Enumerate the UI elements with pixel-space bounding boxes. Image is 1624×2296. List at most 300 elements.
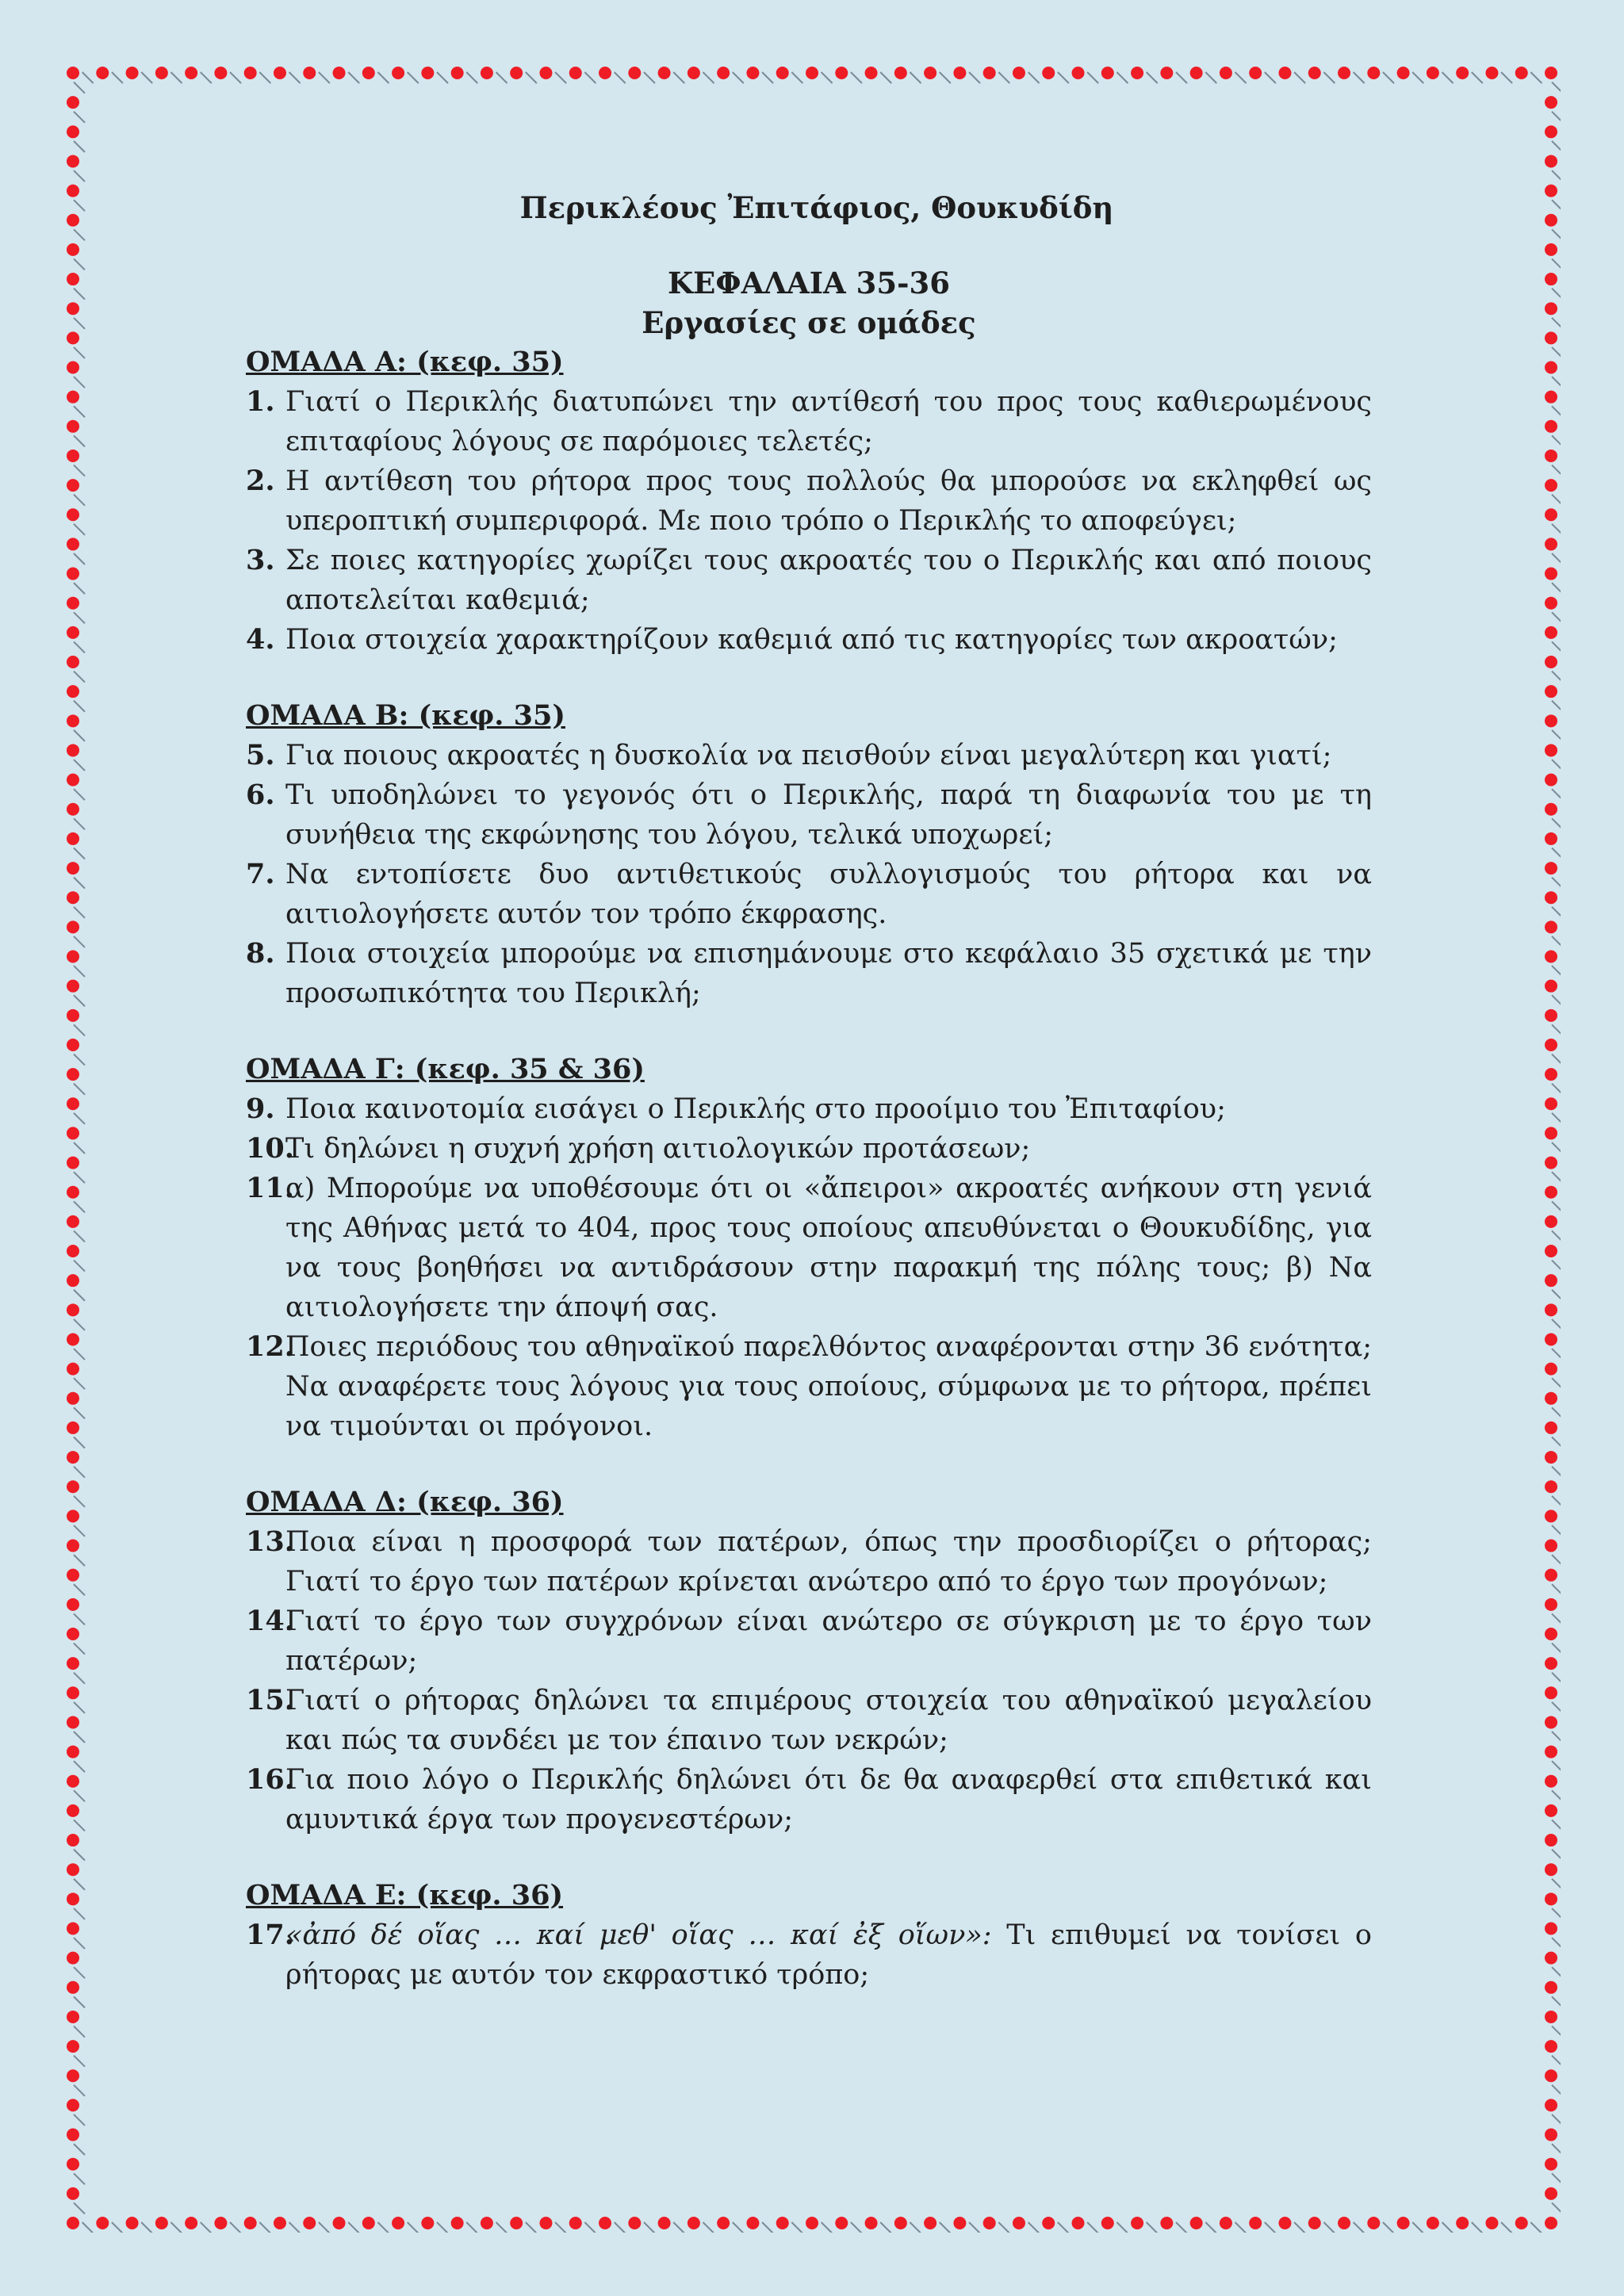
border-dash: [74, 200, 85, 211]
border-dash: [74, 1172, 85, 1183]
border-dot: [67, 302, 79, 315]
border-dash: [74, 1349, 85, 1360]
border-dash: [466, 2222, 477, 2233]
border-dash: [762, 2222, 773, 2233]
border-dot: [1545, 1834, 1557, 1846]
question-text: [285, 1601, 1372, 1681]
question-number: 13.: [246, 1525, 294, 1558]
question-body: Ποια είναι η προσφορά των πατέρων, όπως την προσδιορίζει ο ρήτορας; Γιατί το έργο των πατέρων κρίνεται ανώτερο από το έργο των προγόνων;: [285, 1526, 1372, 1598]
border-dot: [1485, 2217, 1498, 2229]
border-dash: [1552, 1967, 1561, 1978]
border-dash: [1552, 1879, 1561, 1890]
border-dash: [1552, 553, 1561, 564]
border-dash: [74, 641, 85, 652]
border-dash: [74, 672, 85, 683]
border-dash: [74, 583, 85, 594]
border-dash: [1087, 72, 1098, 83]
border-dot: [333, 2217, 346, 2229]
border-dot: [1249, 2217, 1262, 2229]
border-dash: [348, 72, 359, 83]
border-dot: [67, 1392, 79, 1405]
border-dot: [155, 2217, 168, 2229]
border-dash: [74, 1261, 85, 1272]
border-dot: [67, 214, 79, 227]
border-dash: [1552, 1938, 1561, 1949]
border-dot: [67, 1598, 79, 1611]
question-text: [285, 1327, 1372, 1446]
border-dot: [333, 67, 346, 79]
question-item: [246, 1089, 1372, 1129]
border-dot: [67, 479, 79, 492]
border-dot: [599, 2217, 611, 2229]
border-dot: [1545, 2069, 1557, 2082]
border-dash: [74, 1290, 85, 1301]
border-dot: [1545, 1775, 1557, 1788]
border-dash: [289, 72, 301, 83]
border-dash: [74, 936, 85, 947]
question-body: Γιατί το έργο των συγχρόνων είναι ανώτερο σε σύγκριση με το έργο των πατέρων;: [285, 1605, 1372, 1677]
border-dash: [1412, 2222, 1423, 2233]
border-dot: [1545, 1245, 1557, 1257]
border-dot: [67, 362, 79, 374]
border-dot: [1545, 362, 1557, 374]
border-dash: [1354, 72, 1365, 83]
border-dash: [259, 72, 270, 83]
border-dot: [924, 67, 936, 79]
border-dot: [1545, 1068, 1557, 1081]
border-dash: [1552, 1820, 1561, 1831]
border-dash: [1552, 318, 1561, 329]
border-dot: [1545, 331, 1557, 344]
border-dash: [82, 2222, 94, 2233]
border-dash: [1205, 2222, 1216, 2233]
border-dot: [1308, 67, 1321, 79]
border-dash: [1552, 1790, 1561, 1801]
border-dot: [1278, 67, 1291, 79]
border-dash: [230, 72, 241, 83]
border-dash: [1552, 1407, 1561, 1418]
border-dot: [1545, 1215, 1557, 1228]
border-dash: [74, 1201, 85, 1212]
border-dot: [451, 67, 464, 79]
border-dot: [1545, 2158, 1557, 2171]
border-dot: [1545, 1863, 1557, 1876]
question-body: α) Μπορούμε να υποθέσουμε ότι οι «ἄπειροι» ακροατές ανήκουν στη γενιά της Αθήνας μετά το 404, προς τους οποίους απευθύνεται ο Θουκυδίδης, για να τους βοηθήσει να αντιδράσουν στην παρακμή της πόλης τους; β) Να αιτιολογήσετε την άποψή σας.: [285, 1173, 1372, 1323]
border-dash: [74, 1850, 85, 1861]
border-dot: [67, 1628, 79, 1640]
border-dot: [362, 67, 375, 79]
border-dot: [67, 685, 79, 698]
question-number: 10.: [246, 1132, 294, 1165]
border-dot: [67, 1804, 79, 1817]
border-dot: [1545, 862, 1557, 874]
border-dot: [274, 2217, 286, 2229]
border-dash: [1552, 848, 1561, 859]
border-dot: [1545, 1952, 1557, 1965]
border-dot: [1545, 1097, 1557, 1110]
question-number: 9.: [246, 1093, 275, 1125]
border-dot: [1545, 714, 1557, 727]
question-body: Για ποιους ακροατές η δυσκολία να πεισθούν είναι μεγαλύτερη και γιατί;: [285, 740, 1332, 771]
border-dot: [746, 67, 759, 79]
border-dash: [1552, 878, 1561, 889]
border-dash: [74, 612, 85, 623]
group-heading: ΟΜΑΔΑ Δ: (κεφ. 36): [246, 1486, 564, 1518]
border-dot: [1515, 2217, 1528, 2229]
border-dot: [1545, 774, 1557, 786]
border-dash: [74, 1996, 85, 2007]
border-dot: [717, 2217, 730, 2229]
border-dot: [1190, 2217, 1203, 2229]
border-dash: [74, 1879, 85, 1890]
question-item: [246, 1915, 1372, 1995]
border-dash: [791, 72, 802, 83]
border-dot: [96, 67, 109, 79]
question-body: Τι υποδηλώνει το γεγονός ότι ο Περικλής, παρά τη διαφωνία του με τη συνήθεια της εκφώνησης του λόγου, τελικά υποχωρεί;: [285, 779, 1372, 851]
question-text: [285, 1681, 1372, 1760]
border-dot: [67, 1922, 79, 1934]
border-dot: [67, 744, 79, 756]
border-dash: [1552, 2056, 1561, 2067]
border-dot: [67, 1569, 79, 1582]
question-text: [285, 1522, 1372, 1601]
border-dash: [1147, 72, 1158, 83]
border-dash: [1552, 2173, 1561, 2184]
border-dash: [1552, 1290, 1561, 1301]
border-dash: [1058, 72, 1069, 83]
border-dot: [67, 331, 79, 344]
border-dash: [1552, 495, 1561, 506]
border-dot: [1545, 1657, 1557, 1670]
question-text: [285, 541, 1372, 620]
border-dot: [1545, 243, 1557, 256]
border-dash: [1552, 465, 1561, 476]
border-dot: [1338, 2217, 1350, 2229]
border-dash: [74, 377, 85, 388]
border-dot: [1545, 1480, 1557, 1493]
border-dash: [733, 2222, 744, 2233]
border-dot: [67, 2217, 79, 2229]
question-text: [285, 934, 1372, 1013]
border-dash: [1552, 1319, 1561, 1330]
border-dash: [526, 72, 537, 83]
question-text: [285, 620, 1372, 660]
border-dot: [1545, 1598, 1557, 1611]
border-dot: [1545, 1540, 1557, 1552]
border-dot: [1545, 450, 1557, 462]
border-dash: [1552, 1644, 1561, 1655]
border-dot: [1545, 273, 1557, 285]
border-dot: [67, 1157, 79, 1169]
border-dot: [924, 2217, 936, 2229]
border-dash: [880, 2222, 891, 2233]
border-dash: [319, 72, 330, 83]
question-number: 2.: [246, 465, 275, 497]
border-dot: [67, 1834, 79, 1846]
border-dot: [67, 1981, 79, 1994]
border-dot: [894, 2217, 907, 2229]
border-dash: [1552, 229, 1561, 240]
border-dot: [1101, 2217, 1114, 2229]
border-dash: [1552, 1437, 1561, 1448]
border-dot: [1545, 597, 1557, 610]
border-dash: [74, 2085, 85, 2096]
question-item: [246, 1327, 1372, 1446]
question-item: [246, 461, 1372, 541]
border-dot: [67, 1097, 79, 1110]
border-dot: [569, 2217, 582, 2229]
border-dot: [67, 1952, 79, 1965]
border-dash: [201, 2222, 212, 2233]
border-dot: [539, 67, 552, 79]
border-dot: [1545, 1569, 1557, 1582]
border-dash: [74, 1555, 85, 1566]
border-dash: [1552, 641, 1561, 652]
border-dash: [74, 789, 85, 800]
border-dot: [274, 67, 286, 79]
question-text: [285, 1915, 1372, 1995]
border-dot: [126, 2217, 139, 2229]
border-dash: [615, 2222, 626, 2233]
question-number: 14.: [246, 1605, 294, 1637]
question-body: Ποια στοιχεία μπορούμε να επισημάνουμε στο κεφάλαιο 35 σχετικά με την προσωπικότητα του Περικλή;: [285, 938, 1372, 1009]
question-body: Γιατί ο ρήτορας δηλώνει τα επιμέρους στοιχεία του αθηναϊκού μεγαλείου και πώς τα συνδέει με τον έπαινο των νεκρών;: [285, 1685, 1372, 1756]
border-dot: [1545, 980, 1557, 993]
border-dash: [1552, 2144, 1561, 2155]
border-dot: [1545, 1892, 1557, 1905]
border-dash: [74, 524, 85, 535]
border-dash: [1552, 1525, 1561, 1536]
border-dot: [1131, 2217, 1143, 2229]
border-dot: [1545, 155, 1557, 167]
border-dot: [1545, 185, 1557, 197]
question-group: [246, 1050, 1372, 1446]
border-dash: [1294, 2222, 1305, 2233]
border-dot: [67, 1716, 79, 1728]
border-dot: [67, 1303, 79, 1316]
border-dash: [940, 2222, 951, 2233]
border-dash: [584, 2222, 596, 2233]
border-dash: [74, 760, 85, 771]
border-dot: [1545, 1039, 1557, 1051]
border-dash: [1176, 2222, 1187, 2233]
border-dash: [1442, 2222, 1454, 2233]
border-dash: [74, 730, 85, 741]
border-dash: [998, 2222, 1009, 2233]
border-dash: [1265, 72, 1276, 83]
border-dash: [408, 2222, 419, 2233]
border-dot: [67, 656, 79, 668]
question-body: Τι επιθυμεί να τονίσει ο ρήτορας με αυτόν τον εκφραστικό τρόπο;: [285, 1919, 1373, 1991]
border-dash: [1552, 1673, 1561, 1684]
border-dash: [1552, 1996, 1561, 2007]
border-dot: [1545, 1716, 1557, 1728]
border-dash: [1354, 2222, 1365, 2233]
border-dash: [940, 72, 951, 83]
border-dash: [1552, 1230, 1561, 1242]
border-dot: [1545, 1746, 1557, 1758]
border-dash: [377, 72, 389, 83]
border-dash: [1552, 141, 1561, 152]
border-dot: [1545, 1303, 1557, 1316]
border-dot: [67, 1422, 79, 1434]
border-dot: [1220, 2217, 1232, 2229]
border-dot: [67, 67, 79, 79]
border-dot: [67, 1215, 79, 1228]
border-dash: [74, 1732, 85, 1743]
question-item: [246, 736, 1372, 775]
question-number: 4.: [246, 623, 275, 656]
border-dash: [615, 72, 626, 83]
border-dot: [67, 1746, 79, 1758]
border-dash: [1552, 1172, 1561, 1183]
border-dash: [74, 435, 85, 446]
border-dash: [791, 2222, 802, 2233]
border-dot: [67, 538, 79, 550]
border-dash: [1383, 72, 1394, 83]
border-dash: [733, 72, 744, 83]
border-dash: [74, 966, 85, 977]
border-dot: [1013, 2217, 1025, 2229]
border-dot: [1545, 891, 1557, 904]
border-dash: [74, 1761, 85, 1772]
border-dot: [1545, 744, 1557, 756]
question-number: 7.: [246, 858, 275, 890]
border-dash: [74, 1967, 85, 1978]
border-dash: [1501, 2222, 1512, 2233]
border-dot: [67, 1039, 79, 1051]
border-dot: [244, 2217, 257, 2229]
border-dash: [1472, 2222, 1483, 2233]
border-dot: [953, 67, 966, 79]
border-dot: [1545, 1628, 1557, 1640]
border-dot: [1545, 685, 1557, 698]
border-dot: [451, 2217, 464, 2229]
border-dot: [1545, 1451, 1557, 1464]
border-dot: [1160, 67, 1173, 79]
question-body: Η αντίθεση του ρήτορα προς τους πολλούς θα μπορούσε να εκληφθεί ως υπεροπτική συμπεριφορά. Με ποιο τρόπο ο Περικλής το αποφεύγει;: [285, 465, 1372, 537]
border-dot: [1545, 1804, 1557, 1817]
border-dash: [1552, 1467, 1561, 1478]
border-dot: [67, 1775, 79, 1788]
border-dot: [1545, 568, 1557, 580]
border-dot: [67, 1009, 79, 1022]
question-number: 17.: [246, 1919, 294, 1951]
border-dash: [1412, 72, 1423, 83]
border-dash: [1472, 72, 1483, 83]
border-dot: [185, 2217, 197, 2229]
question-text: [285, 1760, 1372, 1839]
border-dot: [67, 1245, 79, 1257]
border-dash: [1552, 1113, 1561, 1124]
border-dot: [776, 2217, 789, 2229]
border-dash: [1116, 2222, 1128, 2233]
border-dot: [67, 1068, 79, 1081]
question-item: [246, 1169, 1372, 1327]
border-dash: [1552, 289, 1561, 300]
border-dot: [1131, 67, 1143, 79]
border-dot: [96, 2217, 109, 2229]
border-dot: [67, 2158, 79, 2171]
border-dash: [1552, 672, 1561, 683]
border-dot: [1456, 67, 1469, 79]
border-dash: [74, 229, 85, 240]
border-dash: [170, 2222, 182, 2233]
border-dash: [1552, 730, 1561, 741]
border-dot: [628, 67, 641, 79]
border-dash: [1205, 72, 1216, 83]
border-dot: [67, 568, 79, 580]
border-dash: [74, 141, 85, 152]
question-body: Για ποιο λόγο ο Περικλής δηλώνει ότι δε θα αναφερθεί στα επιθετικά και αμυντικά έργα των προγενεστέρων;: [285, 1764, 1372, 1835]
question-item: [246, 541, 1372, 620]
border-dash: [1552, 2026, 1561, 2038]
border-dot: [67, 1451, 79, 1464]
question-number: 5.: [246, 739, 275, 771]
border-dash: [74, 1407, 85, 1418]
border-dot: [1545, 2099, 1557, 2111]
border-dot: [510, 2217, 523, 2229]
question-number: 15.: [246, 1684, 294, 1716]
border-dot: [1545, 1392, 1557, 1405]
border-dot: [481, 2217, 493, 2229]
question-text: [285, 855, 1372, 934]
border-dash: [74, 1378, 85, 1389]
border-dot: [1515, 67, 1528, 79]
question-item: [246, 1601, 1372, 1681]
border-dash: [74, 495, 85, 506]
border-dot: [67, 1686, 79, 1699]
border-dot: [67, 420, 79, 433]
border-dot: [569, 67, 582, 79]
question-group: [246, 342, 1372, 660]
border-dot: [688, 2217, 700, 2229]
chapters-heading: ΚΕΦΑΛΑΙΑ 35-36: [668, 266, 950, 300]
question-body: Ποια στοιχεία χαρακτηρίζουν καθεμιά από τις κατηγορίες των ακροατών;: [285, 624, 1338, 656]
border-dot: [67, 1333, 79, 1345]
question-number: 12.: [246, 1330, 294, 1363]
border-dot: [1101, 67, 1114, 79]
border-dot: [1545, 803, 1557, 816]
border-dot: [126, 67, 139, 79]
border-dash: [1176, 72, 1187, 83]
question-body: Τι δηλώνει η συχνή χρήση αιτιολογικών προτάσεων;: [285, 1133, 1031, 1165]
question-group: [246, 1483, 1372, 1839]
question-text: [285, 1169, 1372, 1327]
border-dot: [67, 155, 79, 167]
border-dash: [1501, 72, 1512, 83]
border-dash: [259, 2222, 270, 2233]
question-item: [246, 775, 1372, 855]
border-dash: [74, 465, 85, 476]
border-dot: [865, 67, 878, 79]
border-dot: [67, 832, 79, 845]
border-dot: [67, 273, 79, 285]
border-dot: [67, 951, 79, 963]
border-dash: [1323, 2222, 1335, 2233]
question-number: 11.: [246, 1172, 294, 1204]
border-dash: [74, 2173, 85, 2184]
border-dash: [74, 2114, 85, 2126]
border-dot: [67, 1186, 79, 1199]
border-dash: [1552, 2202, 1561, 2214]
border-dot: [1545, 420, 1557, 433]
border-dash: [555, 72, 566, 83]
question-body: Γιατί ο Περικλής διατυπώνει την αντίθεσή του προς τους καθιερωμένους επιταφίους λόγους σε παρόμοιες τελετές;: [285, 386, 1372, 457]
border-dash: [82, 72, 94, 83]
border-dot: [894, 67, 907, 79]
border-dash: [1323, 72, 1335, 83]
